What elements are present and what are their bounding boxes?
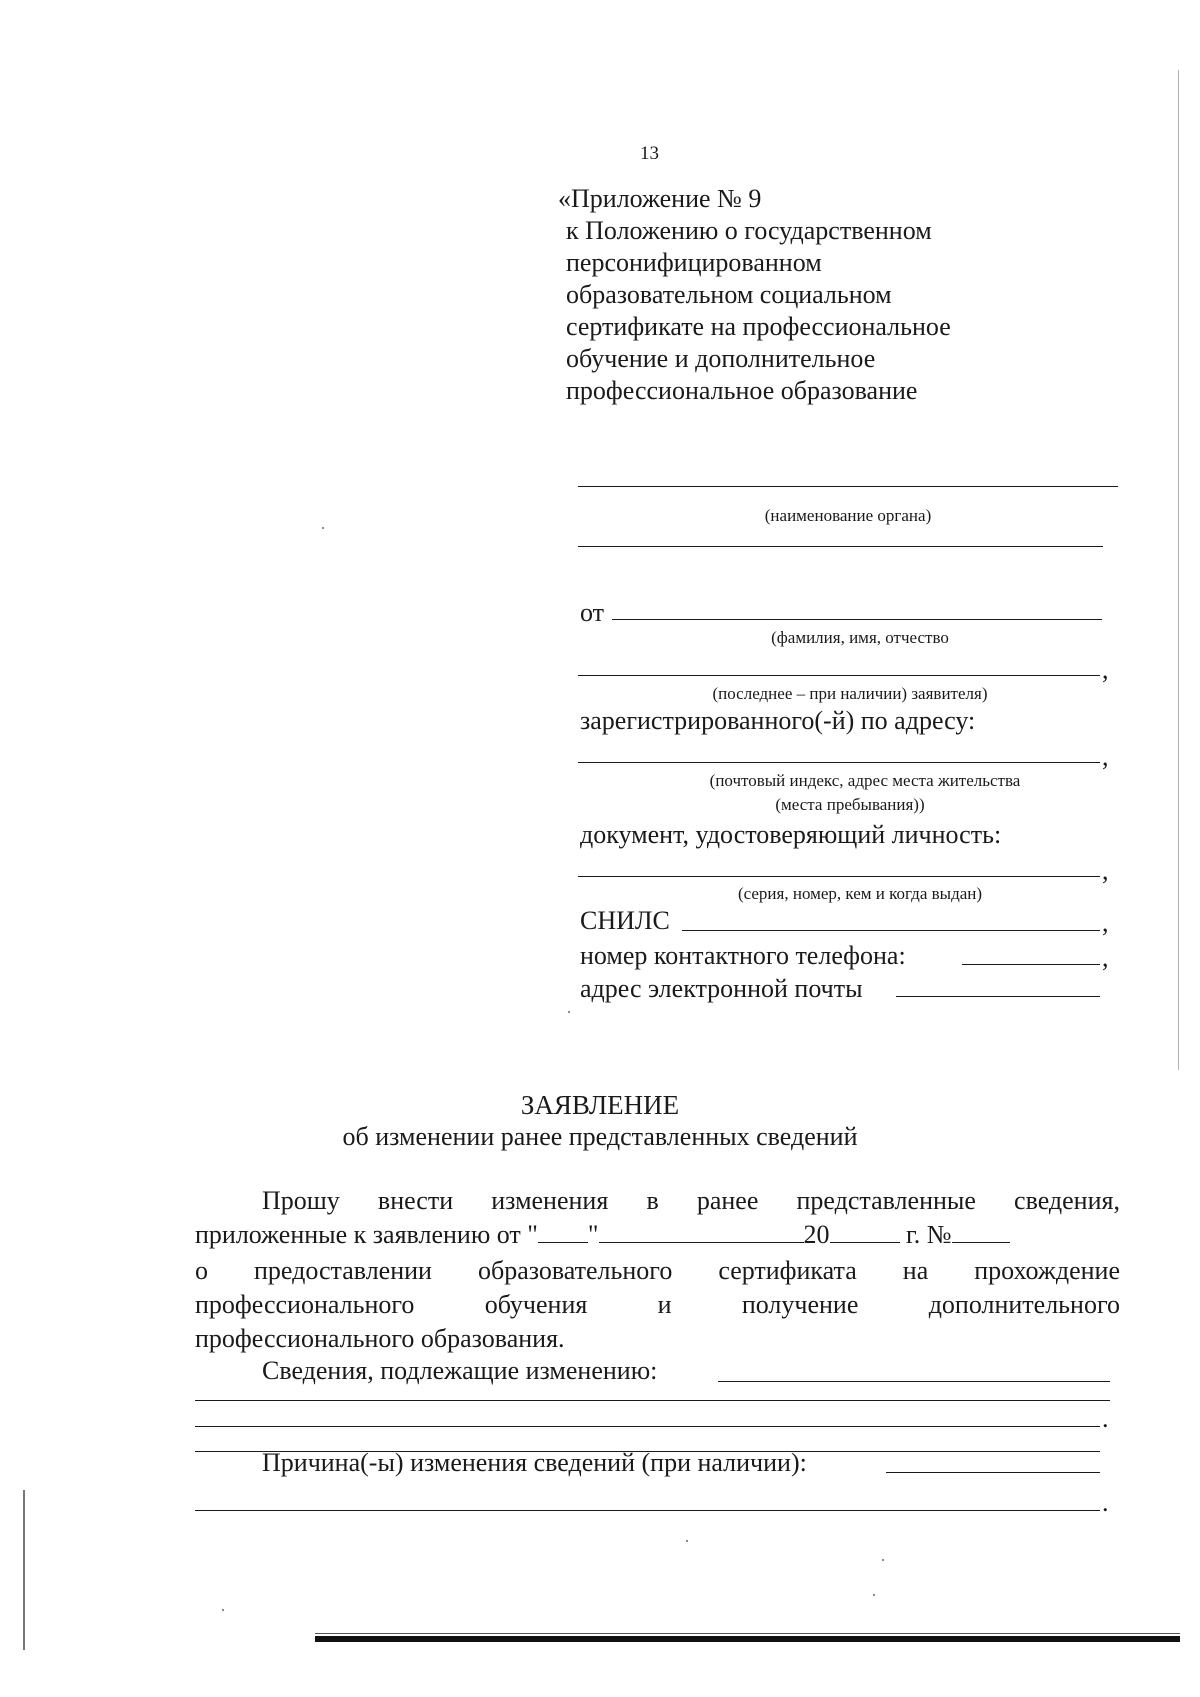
paragraph-line [195,1256,1120,1286]
reason-label: Причина(-ы) изменения сведений (при наличии): [262,1448,807,1477]
date-day-field[interactable] [538,1220,588,1243]
changes-label: Сведения, подлежащие изменению: [262,1356,658,1385]
statement-subtitle: об изменении ранее представленных сведений [342,1122,858,1151]
word: изменения [491,1186,609,1215]
period: . [1102,1488,1109,1517]
comma: , [1102,655,1109,684]
comma: , [1102,908,1109,937]
identity-document-caption: (серия, номер, кем и когда выдан) [737,884,983,903]
from-label: от [580,598,605,627]
word: о [195,1256,208,1285]
word: в [646,1186,659,1215]
text-fragment: приложенные к заявлению от " [195,1220,538,1249]
paragraph-line [195,1290,1120,1320]
scan-speck [686,1540,688,1542]
applicant-name-field[interactable] [612,619,1102,620]
appendix-line: профессиональное образование [566,376,918,405]
scan-edge-line [315,1633,1180,1634]
email-label: адрес электронной почты [580,974,863,1003]
scan-speck [322,527,324,529]
organ-name-caption: (наименование органа) [764,506,932,525]
scan-speck [222,1609,224,1611]
comma: , [1102,856,1109,885]
snils-label: СНИЛС [580,906,670,935]
appendix-line: обучение и дополнительное [566,344,876,373]
identity-document-field[interactable] [578,876,1100,877]
reason-field[interactable] [886,1472,1100,1473]
word: Прошу [262,1186,340,1215]
scan-speck [873,1594,875,1596]
address-caption: (почтовый индекс, адрес места жительства [709,771,1021,790]
appendix-header [558,183,951,407]
word: прохождение [974,1256,1120,1285]
date-month-field[interactable] [599,1220,804,1243]
changes-field-2[interactable] [195,1400,1110,1401]
word: сведения, [1014,1186,1120,1215]
period: . [1102,1404,1109,1433]
word: на [902,1256,929,1285]
word: профессионального [195,1290,415,1319]
word: предоставлении [254,1256,432,1285]
word: и [657,1290,672,1319]
comma: , [1102,943,1109,972]
page-number: 13 [640,143,659,164]
word: получение [741,1290,859,1319]
snils-field[interactable] [682,930,1100,931]
scan-speck [882,1559,884,1561]
identity-document-label: документ, удостоверяющий личность: [580,820,1002,849]
text-fragment: 20 [803,1220,830,1249]
appendix-line: персонифицированном [566,248,822,277]
phone-field[interactable] [962,964,1100,965]
appendix-line: «Приложение № 9 [558,184,762,213]
text-fragment: г. № [906,1220,952,1249]
word: дополнительного [928,1290,1120,1319]
paragraph-line [195,1220,1120,1250]
applicant-name-field-2[interactable] [578,675,1100,676]
changes-field-3[interactable] [195,1426,1100,1427]
phone-label: номер контактного телефона: [580,941,906,970]
word: обучения [484,1290,588,1319]
address-field[interactable] [578,762,1100,763]
scan-margin-line [1178,70,1179,1070]
registered-address-label: зарегистрированного(-й) по адресу: [580,706,976,735]
scan-edge-bar [315,1636,1180,1642]
appendix-line: образовательном социальном [566,280,892,309]
application-number-field[interactable] [952,1220,1010,1243]
applicant-name-caption: (фамилия, имя, отчество [771,628,949,647]
organ-name-field-2[interactable] [578,546,1103,547]
text-fragment: " [587,1220,599,1249]
word: внести [377,1186,454,1215]
word: ранее [696,1186,759,1215]
reason-field-2[interactable] [195,1510,1100,1511]
date-year-field[interactable] [830,1220,900,1243]
statement-title: ЗАЯВЛЕНИЕ [520,1090,680,1120]
applicant-name-caption-2: (последнее – при наличии) заявителя) [712,684,988,703]
word: представленные [796,1186,976,1215]
changes-field[interactable] [718,1381,1110,1382]
word: сертификата [718,1256,857,1285]
scan-margin-line [23,1490,25,1650]
scan-speck [568,1011,570,1013]
comma: , [1102,742,1109,771]
word: образовательного [477,1256,673,1285]
email-field[interactable] [896,996,1100,997]
organ-name-field[interactable] [578,486,1118,487]
address-caption-2: (места пребывания)) [775,795,925,814]
appendix-line: сертификате на профессиональное [566,312,951,341]
paragraph-line [262,1186,1120,1216]
appendix-line: к Положению о государственном [566,216,932,245]
paragraph-line: профессионального образования. [195,1324,565,1353]
